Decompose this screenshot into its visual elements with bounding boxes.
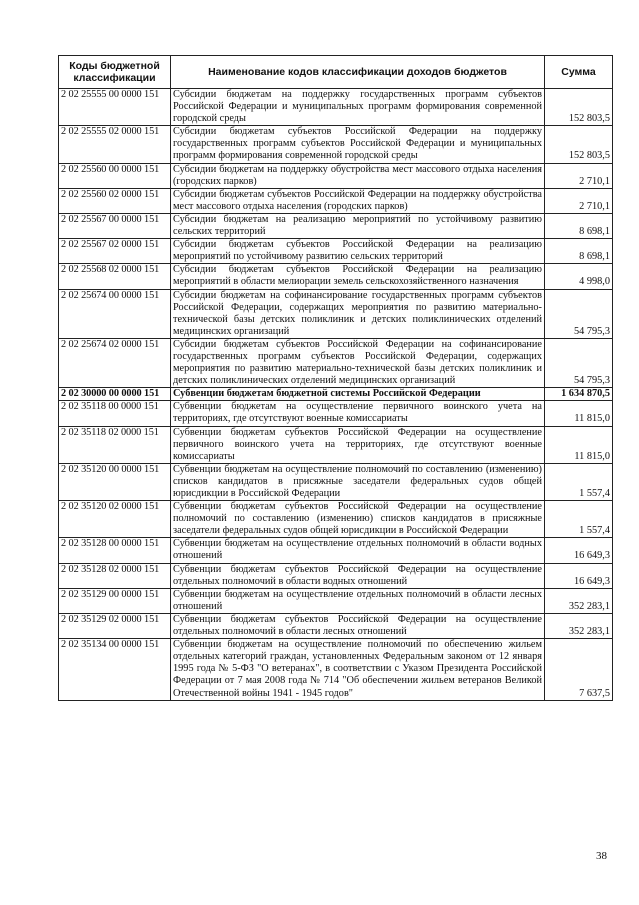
table-header-row <box>59 56 613 89</box>
row-name: Субсидии бюджетам на поддержку обустройства мест массового отдыха населения (городских парков) <box>171 163 545 188</box>
row-name: Субвенции бюджетам на осуществление отдельных полномочий в области водных отношений <box>171 538 545 563</box>
row-sum: 11 815,0 <box>545 426 613 463</box>
table-row <box>59 401 613 426</box>
table-row <box>59 501 613 538</box>
row-code: 2 02 25555 00 0000 151 <box>59 89 171 126</box>
row-name: Субсидии бюджетам субъектов Российской Федерации на поддержку обустройства мест массового отдыха населения (городских парков) <box>171 188 545 213</box>
row-code: 2 02 35120 02 0000 151 <box>59 501 171 538</box>
table-row <box>59 639 613 700</box>
table-row <box>59 388 613 401</box>
row-sum: 1 634 870,5 <box>545 388 613 401</box>
row-name: Субсидии бюджетам субъектов Российской Федерации на софинансирование государственных программ субъектов Российской Федерации, содержащих мероприятия по развитию материально-технической базы детских поликлиник и детских поликлинических отделений медицинских организаций <box>171 338 545 387</box>
row-sum: 352 283,1 <box>545 613 613 638</box>
row-name: Субвенции бюджетам на осуществление полномочий по обеспечению жильем отдельных категорий граждан, установленных Федеральным законом от 12 января 1995 года № 5-ФЗ "О ветеранах", в соответствии с Указом Президента Российской Федерации от 7 мая 2008 года № 714 "Об обеспечении жильем ветеранов Великой Отечественной войны 1941 - 1945 годов" <box>171 639 545 700</box>
row-code: 2 02 30000 00 0000 151 <box>59 388 171 401</box>
table-row <box>59 126 613 163</box>
row-name: Субвенции бюджетам на осуществление первичного воинского учета на территориях, где отсутствуют военные комиссариаты <box>171 401 545 426</box>
row-sum: 352 283,1 <box>545 588 613 613</box>
table-row <box>59 264 613 289</box>
row-name: Субвенции бюджетам субъектов Российской Федерации на осуществление первичного воинского учета на территориях, где отсутствуют военные комиссариаты <box>171 426 545 463</box>
row-name: Субвенции бюджетам бюджетной системы Российской Федерации <box>171 388 545 401</box>
table-row <box>59 563 613 588</box>
row-code: 2 02 25560 02 0000 151 <box>59 188 171 213</box>
row-name: Субвенции бюджетам на осуществление полномочий по составлению (изменению) списков кандидатов в присяжные заседатели федеральных судов общей юрисдикции в Российской Федерации <box>171 463 545 500</box>
row-code: 2 02 35120 00 0000 151 <box>59 463 171 500</box>
row-code: 2 02 25568 02 0000 151 <box>59 264 171 289</box>
table-body <box>59 89 613 701</box>
table-row <box>59 163 613 188</box>
row-sum: 11 815,0 <box>545 401 613 426</box>
page-number: 38 <box>596 850 607 862</box>
row-sum: 2 710,1 <box>545 188 613 213</box>
row-code: 2 02 25567 02 0000 151 <box>59 239 171 264</box>
table-row <box>59 213 613 238</box>
table-row <box>59 588 613 613</box>
table-row <box>59 426 613 463</box>
row-name: Субвенции бюджетам на осуществление отдельных полномочий в области лесных отношений <box>171 588 545 613</box>
row-name: Субсидии бюджетам субъектов Российской Федерации на поддержку государственных программ субъектов Российской Федерации и муниципальных программ формирования современной городской среды <box>171 126 545 163</box>
table-row <box>59 613 613 638</box>
row-sum: 2 710,1 <box>545 163 613 188</box>
row-code: 2 02 35118 00 0000 151 <box>59 401 171 426</box>
row-sum: 152 803,5 <box>545 89 613 126</box>
row-code: 2 02 35128 02 0000 151 <box>59 563 171 588</box>
header-sum: Сумма <box>545 56 613 89</box>
row-name: Субсидии бюджетам субъектов Российской Федерации на реализацию мероприятий по устойчивому развитию сельских территорий <box>171 239 545 264</box>
row-name: Субсидии бюджетам на софинансирование государственных программ субъектов Российской Федерации, содержащих мероприятия по развитию материально-технической базы детских поликлиник и детских поликлинических отделений медицинских организаций <box>171 289 545 338</box>
row-code: 2 02 25674 02 0000 151 <box>59 338 171 387</box>
row-sum: 54 795,3 <box>545 289 613 338</box>
row-code: 2 02 25560 00 0000 151 <box>59 163 171 188</box>
row-code: 2 02 25674 00 0000 151 <box>59 289 171 338</box>
table-row <box>59 463 613 500</box>
row-code: 2 02 25555 02 0000 151 <box>59 126 171 163</box>
table-row <box>59 239 613 264</box>
row-sum: 54 795,3 <box>545 338 613 387</box>
row-sum: 4 998,0 <box>545 264 613 289</box>
table-row <box>59 188 613 213</box>
row-sum: 1 557,4 <box>545 501 613 538</box>
row-code: 2 02 35134 00 0000 151 <box>59 639 171 700</box>
row-sum: 7 637,5 <box>545 639 613 700</box>
row-name: Субвенции бюджетам субъектов Российской Федерации на осуществление отдельных полномочий в области водных отношений <box>171 563 545 588</box>
budget-revenue-table <box>58 55 613 701</box>
row-sum: 16 649,3 <box>545 538 613 563</box>
table-row <box>59 289 613 338</box>
row-code: 2 02 35128 00 0000 151 <box>59 538 171 563</box>
row-code: 2 02 35129 02 0000 151 <box>59 613 171 638</box>
row-sum: 1 557,4 <box>545 463 613 500</box>
row-sum: 152 803,5 <box>545 126 613 163</box>
budget-table-sheet <box>58 55 612 701</box>
row-code: 2 02 35129 00 0000 151 <box>59 588 171 613</box>
header-name: Наименование кодов классификации доходов бюджетов <box>171 56 545 89</box>
row-name: Субсидии бюджетам субъектов Российской Федерации на реализацию мероприятий в области мелиорации земель сельскохозяйственного назначения <box>171 264 545 289</box>
table-row <box>59 89 613 126</box>
header-code: Коды бюджетной классификации <box>59 56 171 89</box>
row-sum: 16 649,3 <box>545 563 613 588</box>
row-name: Субсидии бюджетам на реализацию мероприятий по устойчивому развитию сельских территорий <box>171 213 545 238</box>
row-sum: 8 698,1 <box>545 213 613 238</box>
row-name: Субвенции бюджетам субъектов Российской Федерации на осуществление полномочий по составлению (изменению) списков кандидатов в присяжные заседатели федеральных судов общей юрисдикции в Российской Федерации <box>171 501 545 538</box>
row-sum: 8 698,1 <box>545 239 613 264</box>
table-row <box>59 338 613 387</box>
row-name: Субсидии бюджетам на поддержку государственных программ субъектов Российской Федерации и муниципальных программ формирования современной городской среды <box>171 89 545 126</box>
row-code: 2 02 35118 02 0000 151 <box>59 426 171 463</box>
row-name: Субвенции бюджетам субъектов Российской Федерации на осуществление отдельных полномочий в области лесных отношений <box>171 613 545 638</box>
table-row <box>59 538 613 563</box>
row-code: 2 02 25567 00 0000 151 <box>59 213 171 238</box>
